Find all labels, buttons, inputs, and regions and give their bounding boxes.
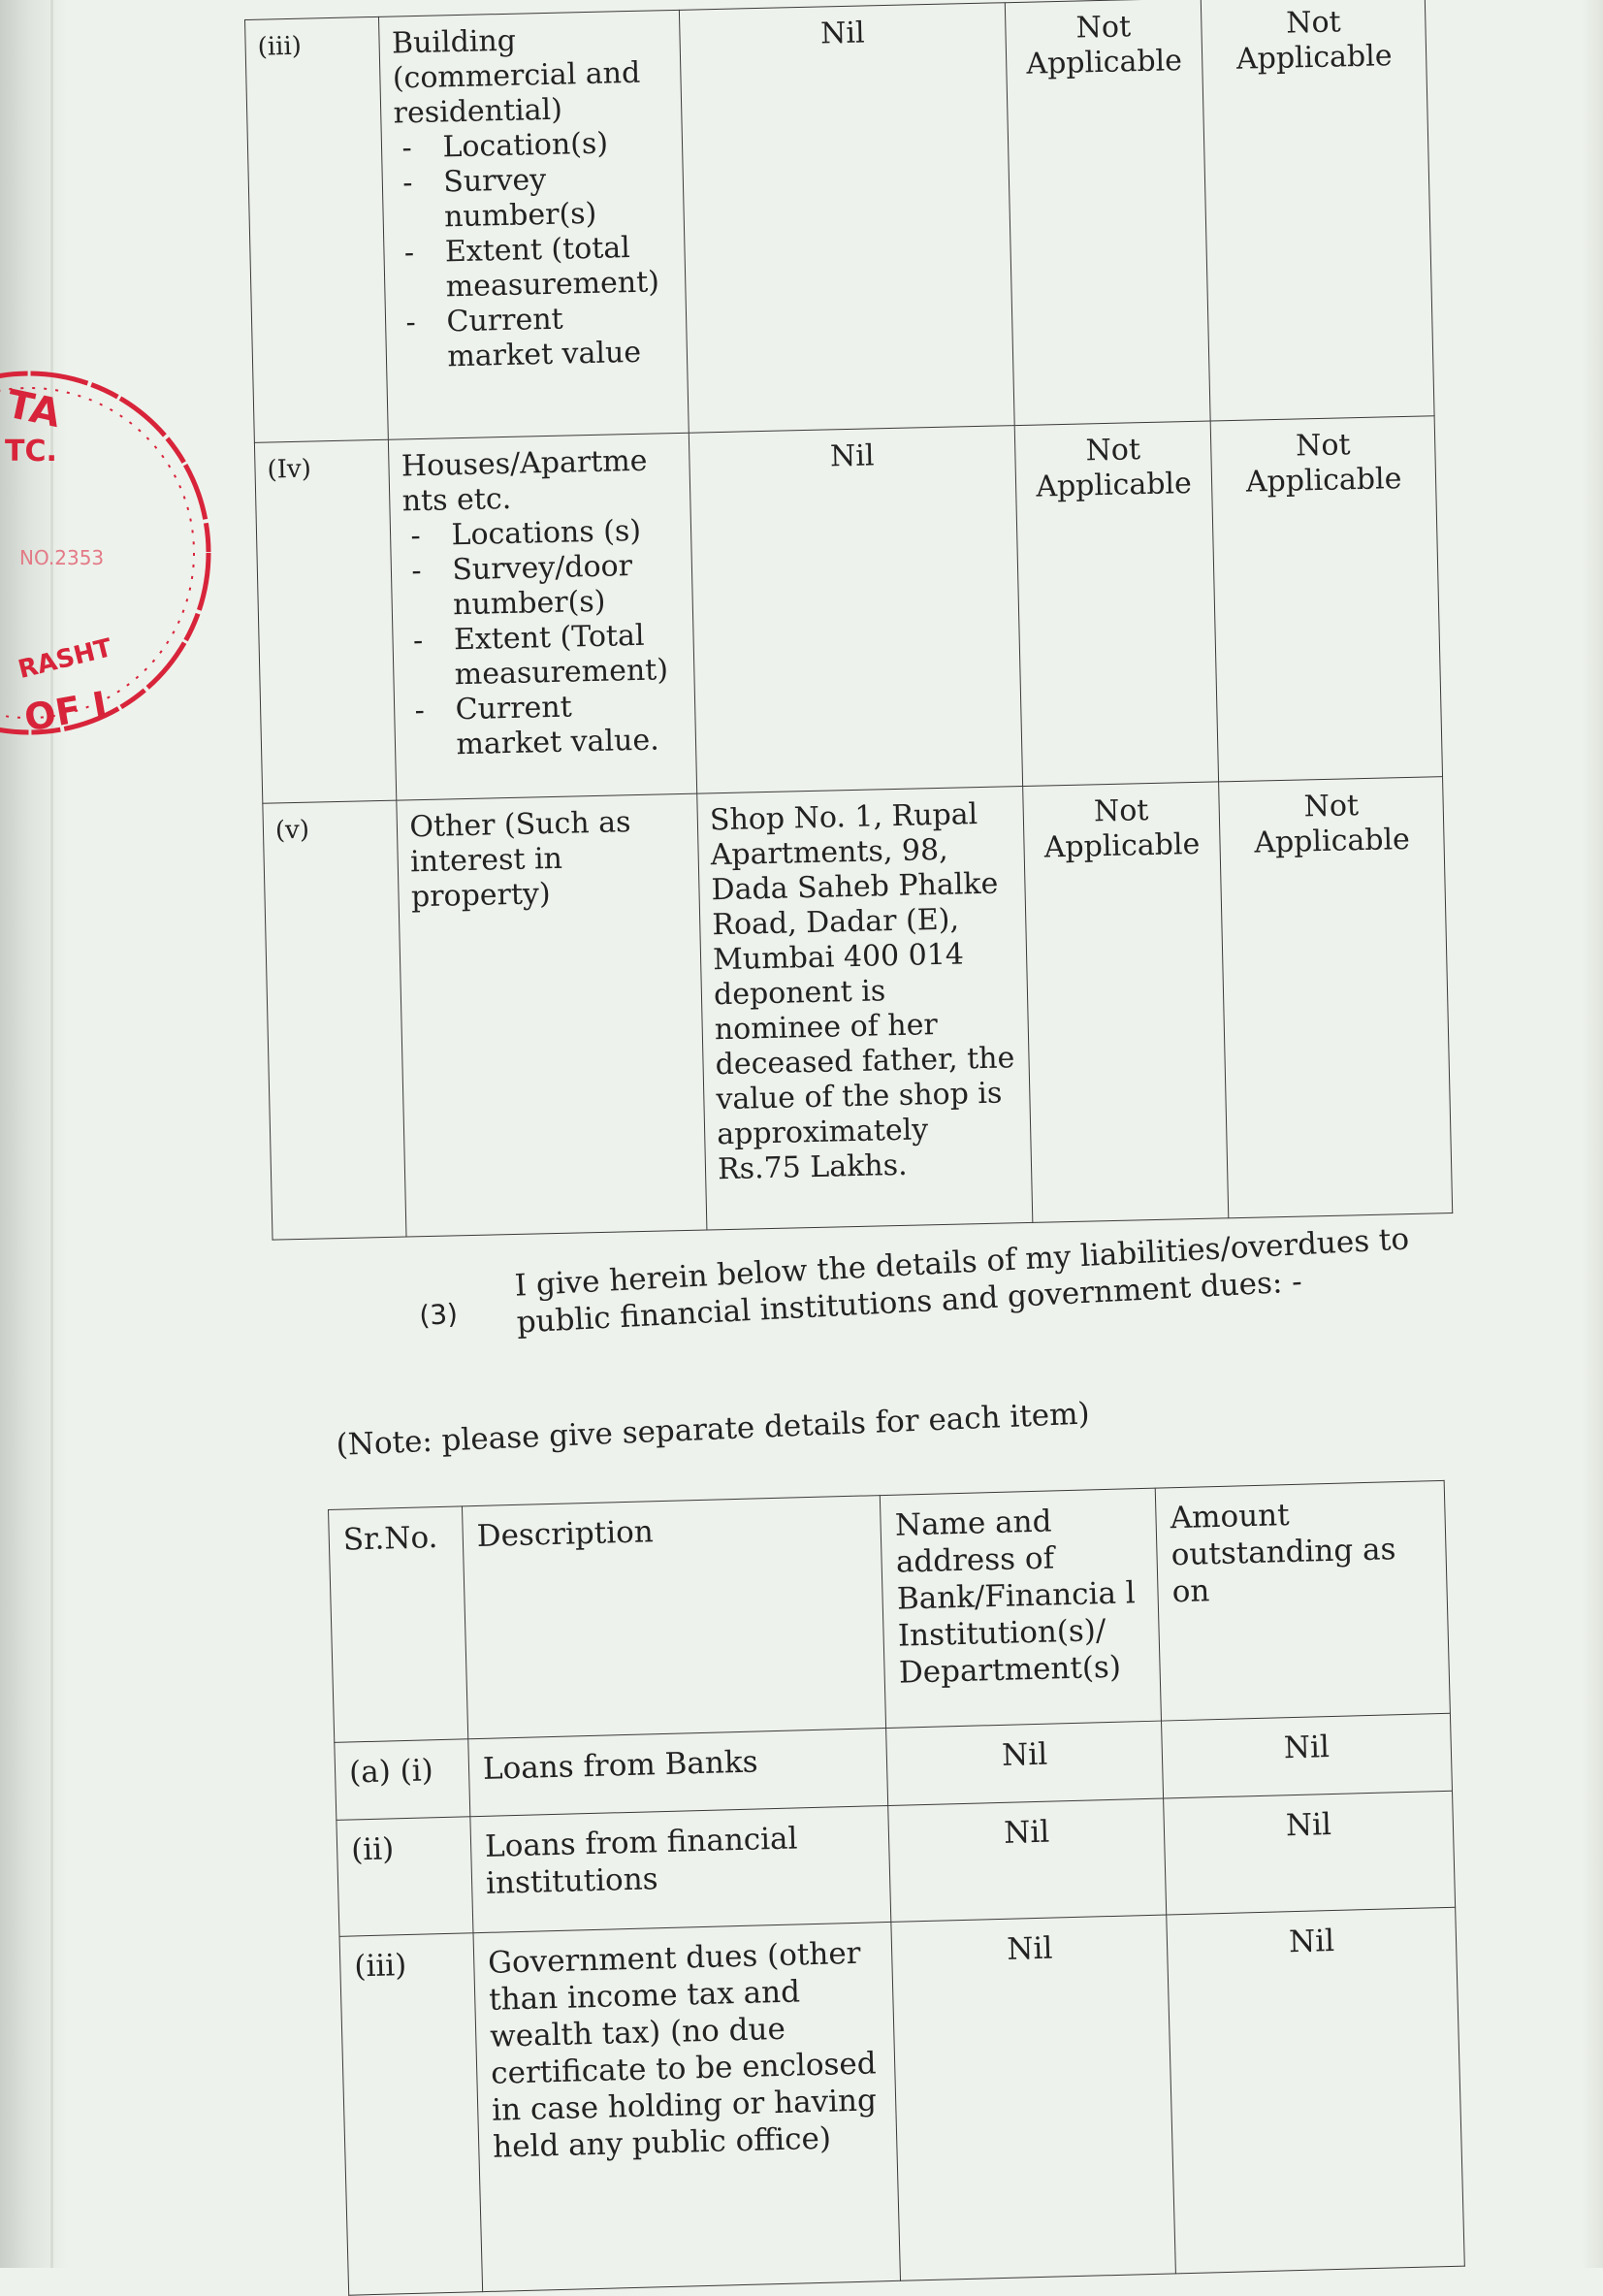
section-text: I give herein below the details of my liabilities/overdues to public financial institutions and government dues: - [513,1221,1410,1341]
table-row [263,777,1453,1240]
list-item: - Survey/door number(s) [403,548,681,624]
list-item: - Current market value. [406,688,684,763]
stamp-fragment: RASHT [15,633,115,685]
stamp-fragment: TC. [5,435,57,469]
table-row [339,1907,1464,2295]
row-col4: Not Applicable [1014,421,1219,786]
row-description [379,10,689,439]
page-binding-edge [0,0,68,2268]
row-title: Houses/Apartme nts etc. [401,443,648,519]
row-description: Loans from financial institutions [470,1805,891,1932]
row-value: Nil [689,426,1022,794]
stamp-fragment: NO.2353 [19,546,105,569]
page-fold-line [50,0,53,2268]
row-description: Loans from Banks [468,1729,888,1817]
row-srno: (ii) [337,1817,473,1937]
section-note: (Note: please give separate details for each item) [336,1396,1091,1463]
stamp-fragment: OF I [20,683,111,740]
table-row [254,416,1442,804]
row-value: Nil [679,3,1013,434]
row-col4: Not Applicable [1005,0,1210,426]
stamp-fragment: TA [2,381,65,437]
row-institution: Nil [891,1915,1175,2280]
list-item: - Locations (s) [402,513,679,554]
row-srno: (a) (i) [335,1739,470,1821]
section-3-paragraph [417,1219,1438,1346]
sub-item-list [402,513,684,763]
row-number: (Iv) [254,439,397,803]
header-srno: Sr.No. [329,1506,468,1743]
row-description [389,433,697,800]
property-details-table [244,0,1453,1241]
row-col5: Not Applicable [1219,777,1453,1218]
list-item: - Location(s) [394,125,670,166]
table-row [245,0,1435,442]
row-number: (iii) [245,16,389,442]
row-amount: Nil [1164,1791,1456,1915]
row-col5: Not Applicable [1201,0,1434,421]
header-amount: Amount outstanding as on [1155,1480,1450,1721]
list-item: - Current market value [398,300,675,375]
row-number: (v) [263,800,407,1240]
table-header-row [329,1480,1451,1742]
notary-stamp [0,359,223,747]
row-institution: Nil [888,1798,1167,1922]
list-item: - Survey number(s) [395,160,672,236]
row-description: Other (Such as interest in property) [397,793,707,1237]
row-institution: Nil [886,1721,1164,1805]
page-right-edge [1582,0,1603,2268]
liabilities-table [328,1480,1465,2296]
row-title: Building (commercial and residential) [391,23,641,131]
row-amount: Nil [1167,1907,1464,2274]
row-srno: (iii) [339,1933,483,2295]
list-item: - Extent (total measurement) [397,230,674,306]
header-description: Description [462,1496,885,1739]
header-institution: Name and address of Bank/Financia l Institution(s)/ Department(s) [881,1488,1162,1728]
row-col4: Not Applicable [1022,782,1229,1222]
section-number: (3) [418,1297,459,1332]
row-col5: Not Applicable [1210,416,1442,782]
list-item: - Extent (Total measurement) [405,618,683,694]
row-amount: Nil [1162,1713,1453,1798]
row-description: Government dues (other than income tax and wealth tax) (no due certificate to be enclosed in case holding or having held any public office) [473,1922,901,2291]
row-value: Shop No. 1, Rupal Apartments, 98, Dada Saheb Phalke Road, Dadar (E), Mumbai 400 014 deponent is nominee of her deceased father, the value of the shop is approximately Rs.75 Lakhs. [697,786,1033,1229]
sub-item-list [394,125,675,375]
